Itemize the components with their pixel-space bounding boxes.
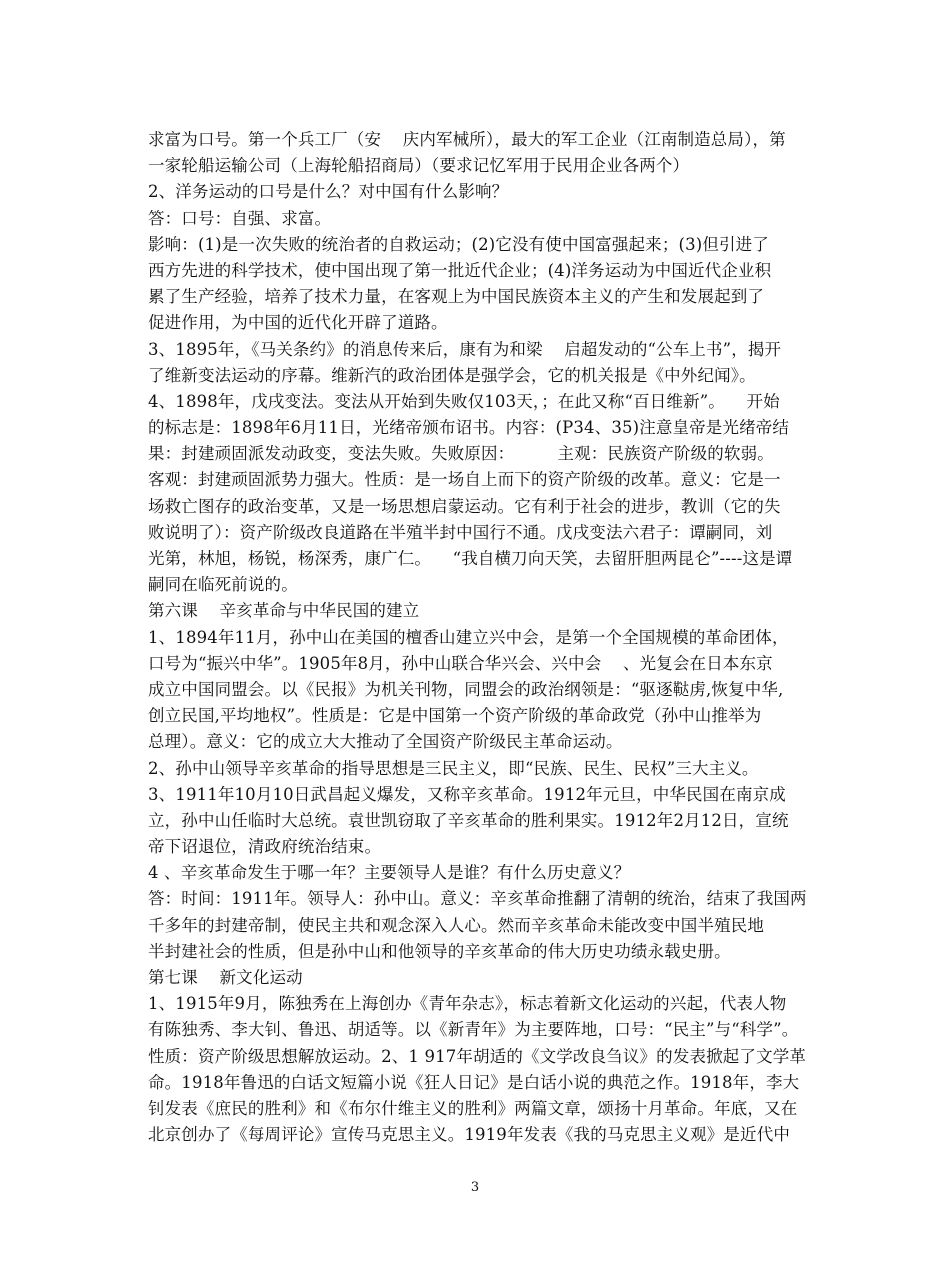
text-line: 求富为口号。第一个兵工厂（安 庆内军械所），最大的军工企业（江南制造总局），第 [148,130,786,149]
text-line: 答：时间：1911年。领导人：孙中山。意义：辛亥革命推翻了清朝的统治，结束了我国两 [148,889,807,909]
text-line: 场救亡图存的政治变革，又是一场思想启蒙运动。它有利于社会的进步，教训（它的失 [148,496,781,516]
text-line: 性质：资产阶级思想解放运动。2、1 917年胡适的《文学改良刍议》的发表掀起了文学革 [148,1046,807,1066]
text-line: 成立中国同盟会。以《民报》为机关刊物，同盟会的政治纲领是：“驱逐鞑虏,恢复中华, [148,679,784,699]
text-line: 命。1918年鲁迅的白话文短篇小说《狂人日记》是白话小说的典范之作。1918年，李大 [148,1072,800,1092]
page-number: 3 [470,1180,480,1195]
document-body [148,127,814,1148]
text-line: 了维新变法运动的序幕。维新汽的政治团体是强学会，它的机关报是《中外纪闻》。 [148,365,756,385]
text-line: 3、1911年10月10日武昌起义爆发，又称辛亥革命。1912年元旦，中华民国在南京成 [148,784,786,804]
text-line: 创立民国,平均地权”。性质是：它是中国第一个资产阶级的革命政党（孙中山推举为 [148,706,762,726]
text-line: 2、孙中山领导辛亥革命的指导思想是三民主义，即“民族、民生、民权”三大主义。 [148,758,759,778]
text-line: 1、1915年9月，陈独秀在上海创办《青年杂志》，标志着新文化运动的兴起，代表人物 [148,994,787,1014]
text-line: 西方先进的科学技术，使中国出现了第一批近代企业；(4)洋务运动为中国近代企业积 [148,260,772,280]
text-line: 4 、辛亥革命发生于哪一年？主要领导人是谁？有什么历史意义？ [148,863,631,883]
text-line: 帝下诏退位，清政府统治结束。 [148,837,382,857]
text-line: 果：封建顽固派发动政变，变法失败。失败原因： 主观：民族资产阶级的软弱。 [148,444,774,464]
text-line: 立，孙中山任临时大总统。袁世凯窃取了辛亥革命的胜利果实。1912年2月12日，宣统 [148,810,789,830]
text-line: 3、1895年，《马关条约》的消息传来后，康有为和梁 启超发动的“公车上书”，揭开 [148,339,782,359]
text-line: 第六课 辛亥革命与中华民国的建立 [148,601,420,621]
text-line: 嗣同在临死前说的。 [148,575,298,595]
text-line: 北京创办了《每周评论》宣传马克思主义。1919年发表《我的马克思主义观》是近代中 [148,1125,790,1145]
text-line: 光第，林旭，杨锐，杨深秀，康广仁。 “我自横刀向天笑，去留肝胆两昆仑”----这是谭 [148,549,793,568]
text-line: 影响：(1)是一次失败的统治者的自救运动；(2)它没有使中国富强起来；(3)但引进了 [148,234,769,254]
text-line: 的标志是：1898年6月11日，光绪帝颁布诏书。内容：(P34、35)注意皇帝是光绪帝结 [148,418,790,438]
text-line: 1、1894年11月，孙中山在美国的檀香山建立兴中会，是第一个全国规模的革命团体， [148,627,789,647]
text-line: 第七课 新文化运动 [148,968,303,987]
text-line: 一家轮船运输公司（上海轮船招商局）（要求记忆军用于民用企业各两个） [148,156,690,176]
text-line: 败说明了）：资产阶级改良道路在半殖半封中国行不通。戊戌变法六君子：谭嗣同，刘 [148,522,773,542]
text-line: 2、洋务运动的口号是什么？对中国有什么影响？ [148,182,509,202]
text-line: 钊发表《庶民的胜利》和《布尔什维主义的胜利》两篇文章，颂扬十月革命。年底，又在 [148,1098,798,1118]
text-line: 口号为“振兴中华”。1905年8月，孙中山联合华兴会、兴中会 、光复会在日本东京 [148,653,773,673]
text-line: 4、1898年，戊戌变法。变法从开始到失败仅103天，；在此又称“百日维新”。 开始 [148,391,780,411]
text-line: 累了生产经验，培养了技术力量，在客观上为中国民族资本主义的产生和发展起到了 [148,287,765,307]
text-line: 客观：封建顽固派势力强大。性质：是一场自上而下的资产阶级的改革。意义：它是一 [148,470,781,490]
text-line: 半封建社会的性质，但是孙中山和他领导的辛亥革命的伟大历史功绩永载史册。 [148,941,731,961]
text-line: 总理）。意义：它的成立大大推动了全国资产阶级民主革命运动。 [148,732,623,752]
text-line: 促进作用，为中国的近代化开辟了道路。 [148,313,448,333]
text-line: 有陈独秀、李大钊、鲁迅、胡适等。以《新青年》为主要阵地，口号：“民主”与“科学”。 [148,1020,799,1040]
text-line: 千多年的封建帝制，使民主共和观念深入人心。然而辛亥革命未能改变中国半殖民地 [148,915,765,935]
text-line: 答：口号：自强、求富。 [148,208,332,228]
